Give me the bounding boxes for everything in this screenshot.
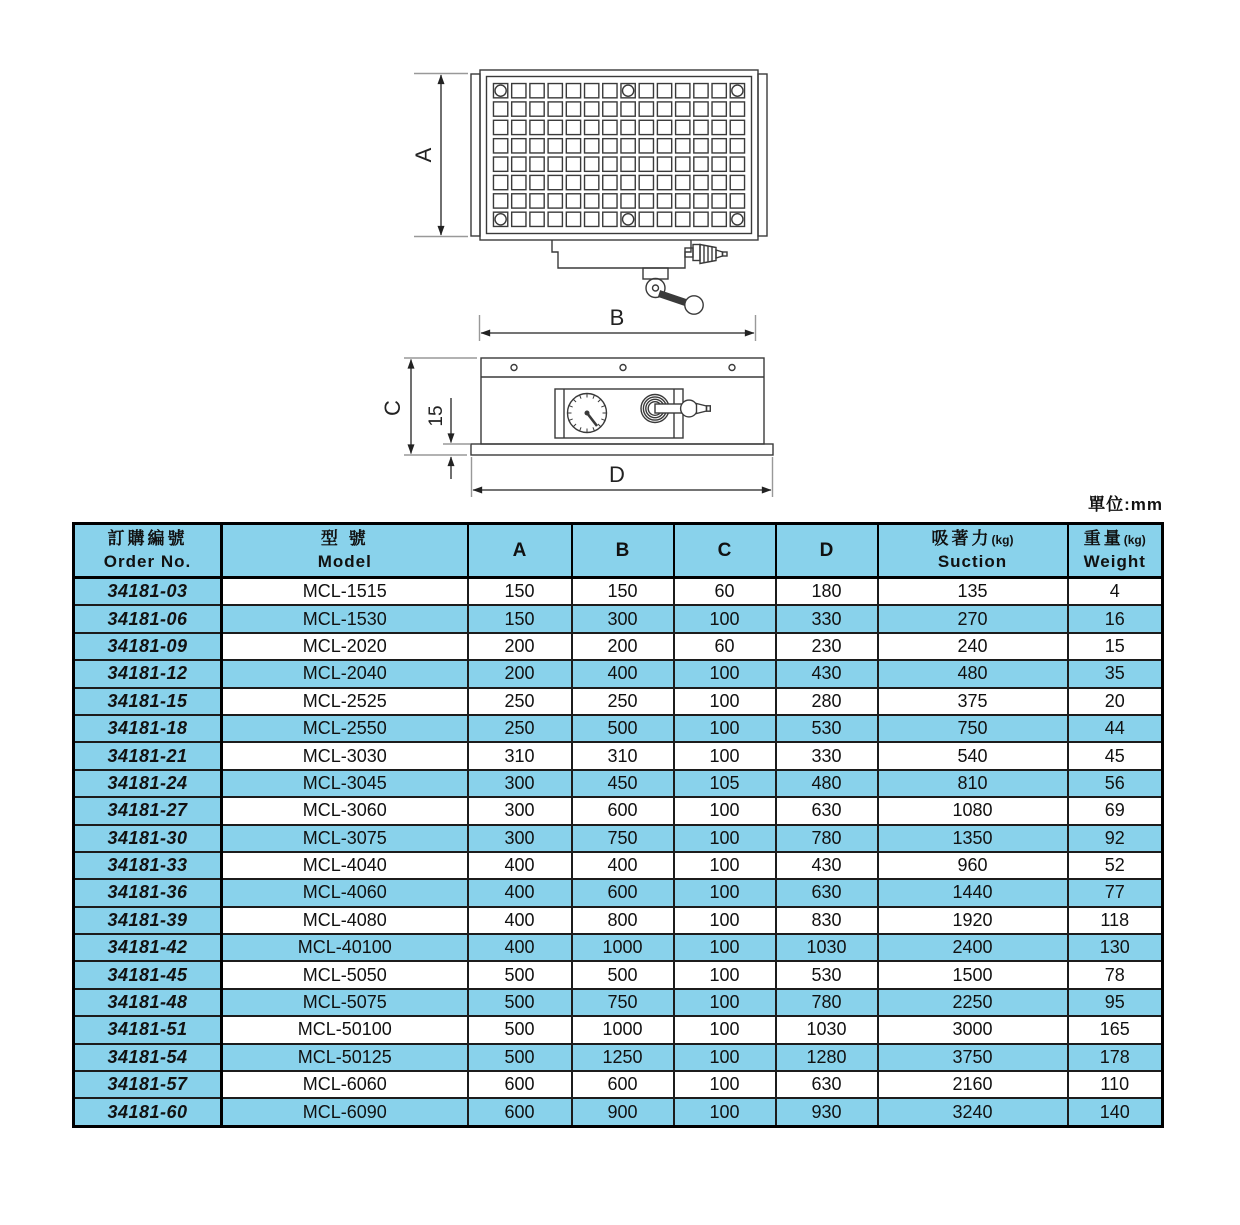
cell-b: 250 bbox=[572, 688, 674, 715]
cell-weight: 110 bbox=[1068, 1071, 1163, 1098]
cell-a: 400 bbox=[468, 879, 572, 906]
cell-c: 100 bbox=[674, 742, 776, 769]
cell-order: 34181-09 bbox=[74, 633, 222, 660]
cell-suction: 375 bbox=[878, 688, 1068, 715]
cell-a: 400 bbox=[468, 907, 572, 934]
cell-c: 100 bbox=[674, 1098, 776, 1126]
cell-b: 200 bbox=[572, 633, 674, 660]
cell-b: 600 bbox=[572, 1071, 674, 1098]
magnet-pole-grid bbox=[493, 84, 744, 227]
col-header-weight: 重量(kg) Weight bbox=[1068, 524, 1163, 578]
dim-label-a: A bbox=[411, 147, 436, 163]
cell-model: MCL-4060 bbox=[222, 879, 468, 906]
cell-weight: 45 bbox=[1068, 742, 1163, 769]
cell-order: 34181-30 bbox=[74, 825, 222, 852]
table-row bbox=[74, 989, 1163, 1016]
cell-model: MCL-1515 bbox=[222, 578, 468, 606]
cell-d: 1030 bbox=[776, 934, 878, 961]
cell-d: 530 bbox=[776, 961, 878, 988]
cell-suction: 2250 bbox=[878, 989, 1068, 1016]
cell-weight: 178 bbox=[1068, 1044, 1163, 1071]
cell-c: 100 bbox=[674, 907, 776, 934]
cell-weight: 92 bbox=[1068, 825, 1163, 852]
cell-weight: 56 bbox=[1068, 770, 1163, 797]
col-header-b: B bbox=[572, 524, 674, 578]
col-header-a: A bbox=[468, 524, 572, 578]
table-row bbox=[74, 1044, 1163, 1071]
cell-weight: 35 bbox=[1068, 660, 1163, 687]
cell-d: 630 bbox=[776, 879, 878, 906]
cell-d: 630 bbox=[776, 1071, 878, 1098]
side-valve-handle bbox=[641, 395, 710, 423]
cell-c: 100 bbox=[674, 688, 776, 715]
table-row bbox=[74, 879, 1163, 906]
cell-weight: 95 bbox=[1068, 989, 1163, 1016]
cell-a: 250 bbox=[468, 715, 572, 742]
plate-outer-frame bbox=[480, 70, 758, 240]
dimension-b bbox=[480, 305, 756, 341]
cell-c: 60 bbox=[674, 633, 776, 660]
cell-c: 100 bbox=[674, 1044, 776, 1071]
cell-d: 330 bbox=[776, 605, 878, 632]
bracket bbox=[552, 240, 691, 268]
cell-model: MCL-2525 bbox=[222, 688, 468, 715]
cell-weight: 78 bbox=[1068, 961, 1163, 988]
dim-label-c: C bbox=[380, 400, 405, 416]
cell-order: 34181-48 bbox=[74, 989, 222, 1016]
cell-b: 300 bbox=[572, 605, 674, 632]
cell-weight: 4 bbox=[1068, 578, 1163, 606]
screw-hole bbox=[729, 365, 735, 371]
table-row bbox=[74, 907, 1163, 934]
cell-d: 430 bbox=[776, 660, 878, 687]
cell-a: 150 bbox=[468, 605, 572, 632]
cell-model: MCL-40100 bbox=[222, 934, 468, 961]
cell-a: 500 bbox=[468, 989, 572, 1016]
table-row bbox=[74, 825, 1163, 852]
cell-order: 34181-18 bbox=[74, 715, 222, 742]
cell-weight: 165 bbox=[1068, 1016, 1163, 1043]
cell-a: 500 bbox=[468, 1016, 572, 1043]
cell-d: 480 bbox=[776, 770, 878, 797]
cell-d: 180 bbox=[776, 578, 878, 606]
table-body bbox=[74, 578, 1163, 1127]
cell-model: MCL-4040 bbox=[222, 852, 468, 879]
cell-c: 100 bbox=[674, 879, 776, 906]
cell-weight: 20 bbox=[1068, 688, 1163, 715]
cell-order: 34181-54 bbox=[74, 1044, 222, 1071]
screw-hole bbox=[511, 365, 517, 371]
cell-order: 34181-60 bbox=[74, 1098, 222, 1126]
cell-suction: 240 bbox=[878, 633, 1068, 660]
cell-b: 1000 bbox=[572, 1016, 674, 1043]
cell-suction: 540 bbox=[878, 742, 1068, 769]
cell-b: 500 bbox=[572, 961, 674, 988]
cell-b: 500 bbox=[572, 715, 674, 742]
pressure-gauge bbox=[568, 394, 607, 433]
cell-a: 300 bbox=[468, 770, 572, 797]
cell-b: 1250 bbox=[572, 1044, 674, 1071]
table-row bbox=[74, 961, 1163, 988]
cell-order: 34181-39 bbox=[74, 907, 222, 934]
cell-suction: 1500 bbox=[878, 961, 1068, 988]
col-header-order-no: 訂購編號 Order No. bbox=[74, 524, 222, 578]
cell-b: 600 bbox=[572, 879, 674, 906]
cell-b: 310 bbox=[572, 742, 674, 769]
cell-suction: 3240 bbox=[878, 1098, 1068, 1126]
cell-d: 230 bbox=[776, 633, 878, 660]
cell-order: 34181-33 bbox=[74, 852, 222, 879]
cell-b: 400 bbox=[572, 852, 674, 879]
dim-label-flange: 15 bbox=[426, 405, 447, 427]
table-row bbox=[74, 688, 1163, 715]
cell-model: MCL-3060 bbox=[222, 797, 468, 824]
col-header-c: C bbox=[674, 524, 776, 578]
col-header-model: 型 號 Model bbox=[222, 524, 468, 578]
cell-model: MCL-6090 bbox=[222, 1098, 468, 1126]
cell-d: 530 bbox=[776, 715, 878, 742]
cell-c: 100 bbox=[674, 852, 776, 879]
right-ear bbox=[758, 74, 767, 236]
col-header-d: D bbox=[776, 524, 878, 578]
left-ear bbox=[471, 74, 480, 236]
cell-weight: 77 bbox=[1068, 879, 1163, 906]
cell-a: 400 bbox=[468, 934, 572, 961]
cell-d: 280 bbox=[776, 688, 878, 715]
cell-suction: 810 bbox=[878, 770, 1068, 797]
cell-a: 250 bbox=[468, 688, 572, 715]
spec-table bbox=[72, 522, 1164, 1128]
cell-c: 105 bbox=[674, 770, 776, 797]
plate-inner-frame bbox=[487, 77, 752, 234]
table-row bbox=[74, 1016, 1163, 1043]
cell-b: 400 bbox=[572, 660, 674, 687]
cell-order: 34181-15 bbox=[74, 688, 222, 715]
cell-weight: 140 bbox=[1068, 1098, 1163, 1126]
cell-b: 1000 bbox=[572, 934, 674, 961]
cell-order: 34181-36 bbox=[74, 879, 222, 906]
cell-weight: 69 bbox=[1068, 797, 1163, 824]
cell-c: 100 bbox=[674, 605, 776, 632]
cell-model: MCL-4080 bbox=[222, 907, 468, 934]
cell-b: 900 bbox=[572, 1098, 674, 1126]
cell-a: 150 bbox=[468, 578, 572, 606]
cell-suction: 135 bbox=[878, 578, 1068, 606]
table-row bbox=[74, 797, 1163, 824]
cell-order: 34181-45 bbox=[74, 961, 222, 988]
cell-d: 1280 bbox=[776, 1044, 878, 1071]
cell-weight: 52 bbox=[1068, 852, 1163, 879]
cell-model: MCL-3075 bbox=[222, 825, 468, 852]
dimension-a bbox=[411, 74, 468, 237]
table-row bbox=[74, 1071, 1163, 1098]
cell-c: 100 bbox=[674, 934, 776, 961]
cell-suction: 2160 bbox=[878, 1071, 1068, 1098]
cell-d: 830 bbox=[776, 907, 878, 934]
cell-a: 310 bbox=[468, 742, 572, 769]
cell-c: 100 bbox=[674, 825, 776, 852]
cell-b: 750 bbox=[572, 989, 674, 1016]
cell-suction: 750 bbox=[878, 715, 1068, 742]
cell-c: 100 bbox=[674, 660, 776, 687]
cell-a: 300 bbox=[468, 797, 572, 824]
cell-model: MCL-2020 bbox=[222, 633, 468, 660]
table-row bbox=[74, 770, 1163, 797]
cell-weight: 16 bbox=[1068, 605, 1163, 632]
cell-suction: 1080 bbox=[878, 797, 1068, 824]
cell-a: 600 bbox=[468, 1098, 572, 1126]
cell-model: MCL-6060 bbox=[222, 1071, 468, 1098]
header-row bbox=[74, 524, 1163, 578]
cell-c: 100 bbox=[674, 715, 776, 742]
table-row bbox=[74, 934, 1163, 961]
cell-c: 100 bbox=[674, 1016, 776, 1043]
cell-order: 34181-12 bbox=[74, 660, 222, 687]
cell-suction: 1350 bbox=[878, 825, 1068, 852]
cell-suction: 3000 bbox=[878, 1016, 1068, 1043]
cell-order: 34181-24 bbox=[74, 770, 222, 797]
cell-b: 750 bbox=[572, 825, 674, 852]
cell-weight: 44 bbox=[1068, 715, 1163, 742]
cell-a: 200 bbox=[468, 633, 572, 660]
cell-model: MCL-1530 bbox=[222, 605, 468, 632]
cell-c: 100 bbox=[674, 1071, 776, 1098]
table-row bbox=[74, 660, 1163, 687]
cell-model: MCL-3045 bbox=[222, 770, 468, 797]
cell-suction: 480 bbox=[878, 660, 1068, 687]
top-view bbox=[471, 70, 767, 314]
cell-b: 800 bbox=[572, 907, 674, 934]
valve-handle bbox=[643, 268, 703, 314]
cell-model: MCL-2040 bbox=[222, 660, 468, 687]
cell-d: 630 bbox=[776, 797, 878, 824]
technical-drawing bbox=[380, 50, 800, 510]
cell-suction: 2400 bbox=[878, 934, 1068, 961]
table-row bbox=[74, 605, 1163, 632]
table-row bbox=[74, 633, 1163, 660]
cell-d: 1030 bbox=[776, 1016, 878, 1043]
cell-d: 780 bbox=[776, 825, 878, 852]
cell-order: 34181-51 bbox=[74, 1016, 222, 1043]
cell-a: 200 bbox=[468, 660, 572, 687]
cell-c: 100 bbox=[674, 989, 776, 1016]
cell-suction: 1440 bbox=[878, 879, 1068, 906]
cell-a: 400 bbox=[468, 852, 572, 879]
cell-suction: 270 bbox=[878, 605, 1068, 632]
cell-order: 34181-27 bbox=[74, 797, 222, 824]
cell-a: 500 bbox=[468, 961, 572, 988]
cell-order: 34181-57 bbox=[74, 1071, 222, 1098]
table-row bbox=[74, 852, 1163, 879]
dimension-flange bbox=[426, 398, 470, 479]
cell-c: 60 bbox=[674, 578, 776, 606]
cell-d: 780 bbox=[776, 989, 878, 1016]
dim-label-b: B bbox=[609, 305, 625, 330]
cell-model: MCL-3030 bbox=[222, 742, 468, 769]
cell-model: MCL-50125 bbox=[222, 1044, 468, 1071]
cell-order: 34181-06 bbox=[74, 605, 222, 632]
cell-suction: 960 bbox=[878, 852, 1068, 879]
unit-label: 單位:mm bbox=[1088, 495, 1163, 514]
cell-c: 100 bbox=[674, 961, 776, 988]
cell-weight: 15 bbox=[1068, 633, 1163, 660]
cell-c: 100 bbox=[674, 797, 776, 824]
cell-d: 430 bbox=[776, 852, 878, 879]
cell-model: MCL-50100 bbox=[222, 1016, 468, 1043]
cell-b: 450 bbox=[572, 770, 674, 797]
cell-a: 300 bbox=[468, 825, 572, 852]
dimension-d bbox=[472, 457, 773, 497]
table-row bbox=[74, 715, 1163, 742]
table-row bbox=[74, 1098, 1163, 1126]
dim-label-d: D bbox=[609, 462, 625, 487]
table-row bbox=[74, 742, 1163, 769]
cell-a: 600 bbox=[468, 1071, 572, 1098]
cell-suction: 3750 bbox=[878, 1044, 1068, 1071]
cell-order: 34181-21 bbox=[74, 742, 222, 769]
cell-b: 600 bbox=[572, 797, 674, 824]
screw-hole bbox=[620, 365, 626, 371]
cell-weight: 118 bbox=[1068, 907, 1163, 934]
table-row bbox=[74, 578, 1163, 606]
cell-model: MCL-2550 bbox=[222, 715, 468, 742]
cell-d: 330 bbox=[776, 742, 878, 769]
cell-d: 930 bbox=[776, 1098, 878, 1126]
cell-model: MCL-5050 bbox=[222, 961, 468, 988]
cell-order: 34181-03 bbox=[74, 578, 222, 606]
side-view bbox=[471, 358, 773, 455]
cell-weight: 130 bbox=[1068, 934, 1163, 961]
cell-order: 34181-42 bbox=[74, 934, 222, 961]
cell-model: MCL-5075 bbox=[222, 989, 468, 1016]
cell-a: 500 bbox=[468, 1044, 572, 1071]
hose-fitting bbox=[685, 245, 727, 264]
col-header-suction: 吸著力(kg) Suction bbox=[878, 524, 1068, 578]
cell-suction: 1920 bbox=[878, 907, 1068, 934]
cell-b: 150 bbox=[572, 578, 674, 606]
base-flange bbox=[471, 444, 773, 455]
